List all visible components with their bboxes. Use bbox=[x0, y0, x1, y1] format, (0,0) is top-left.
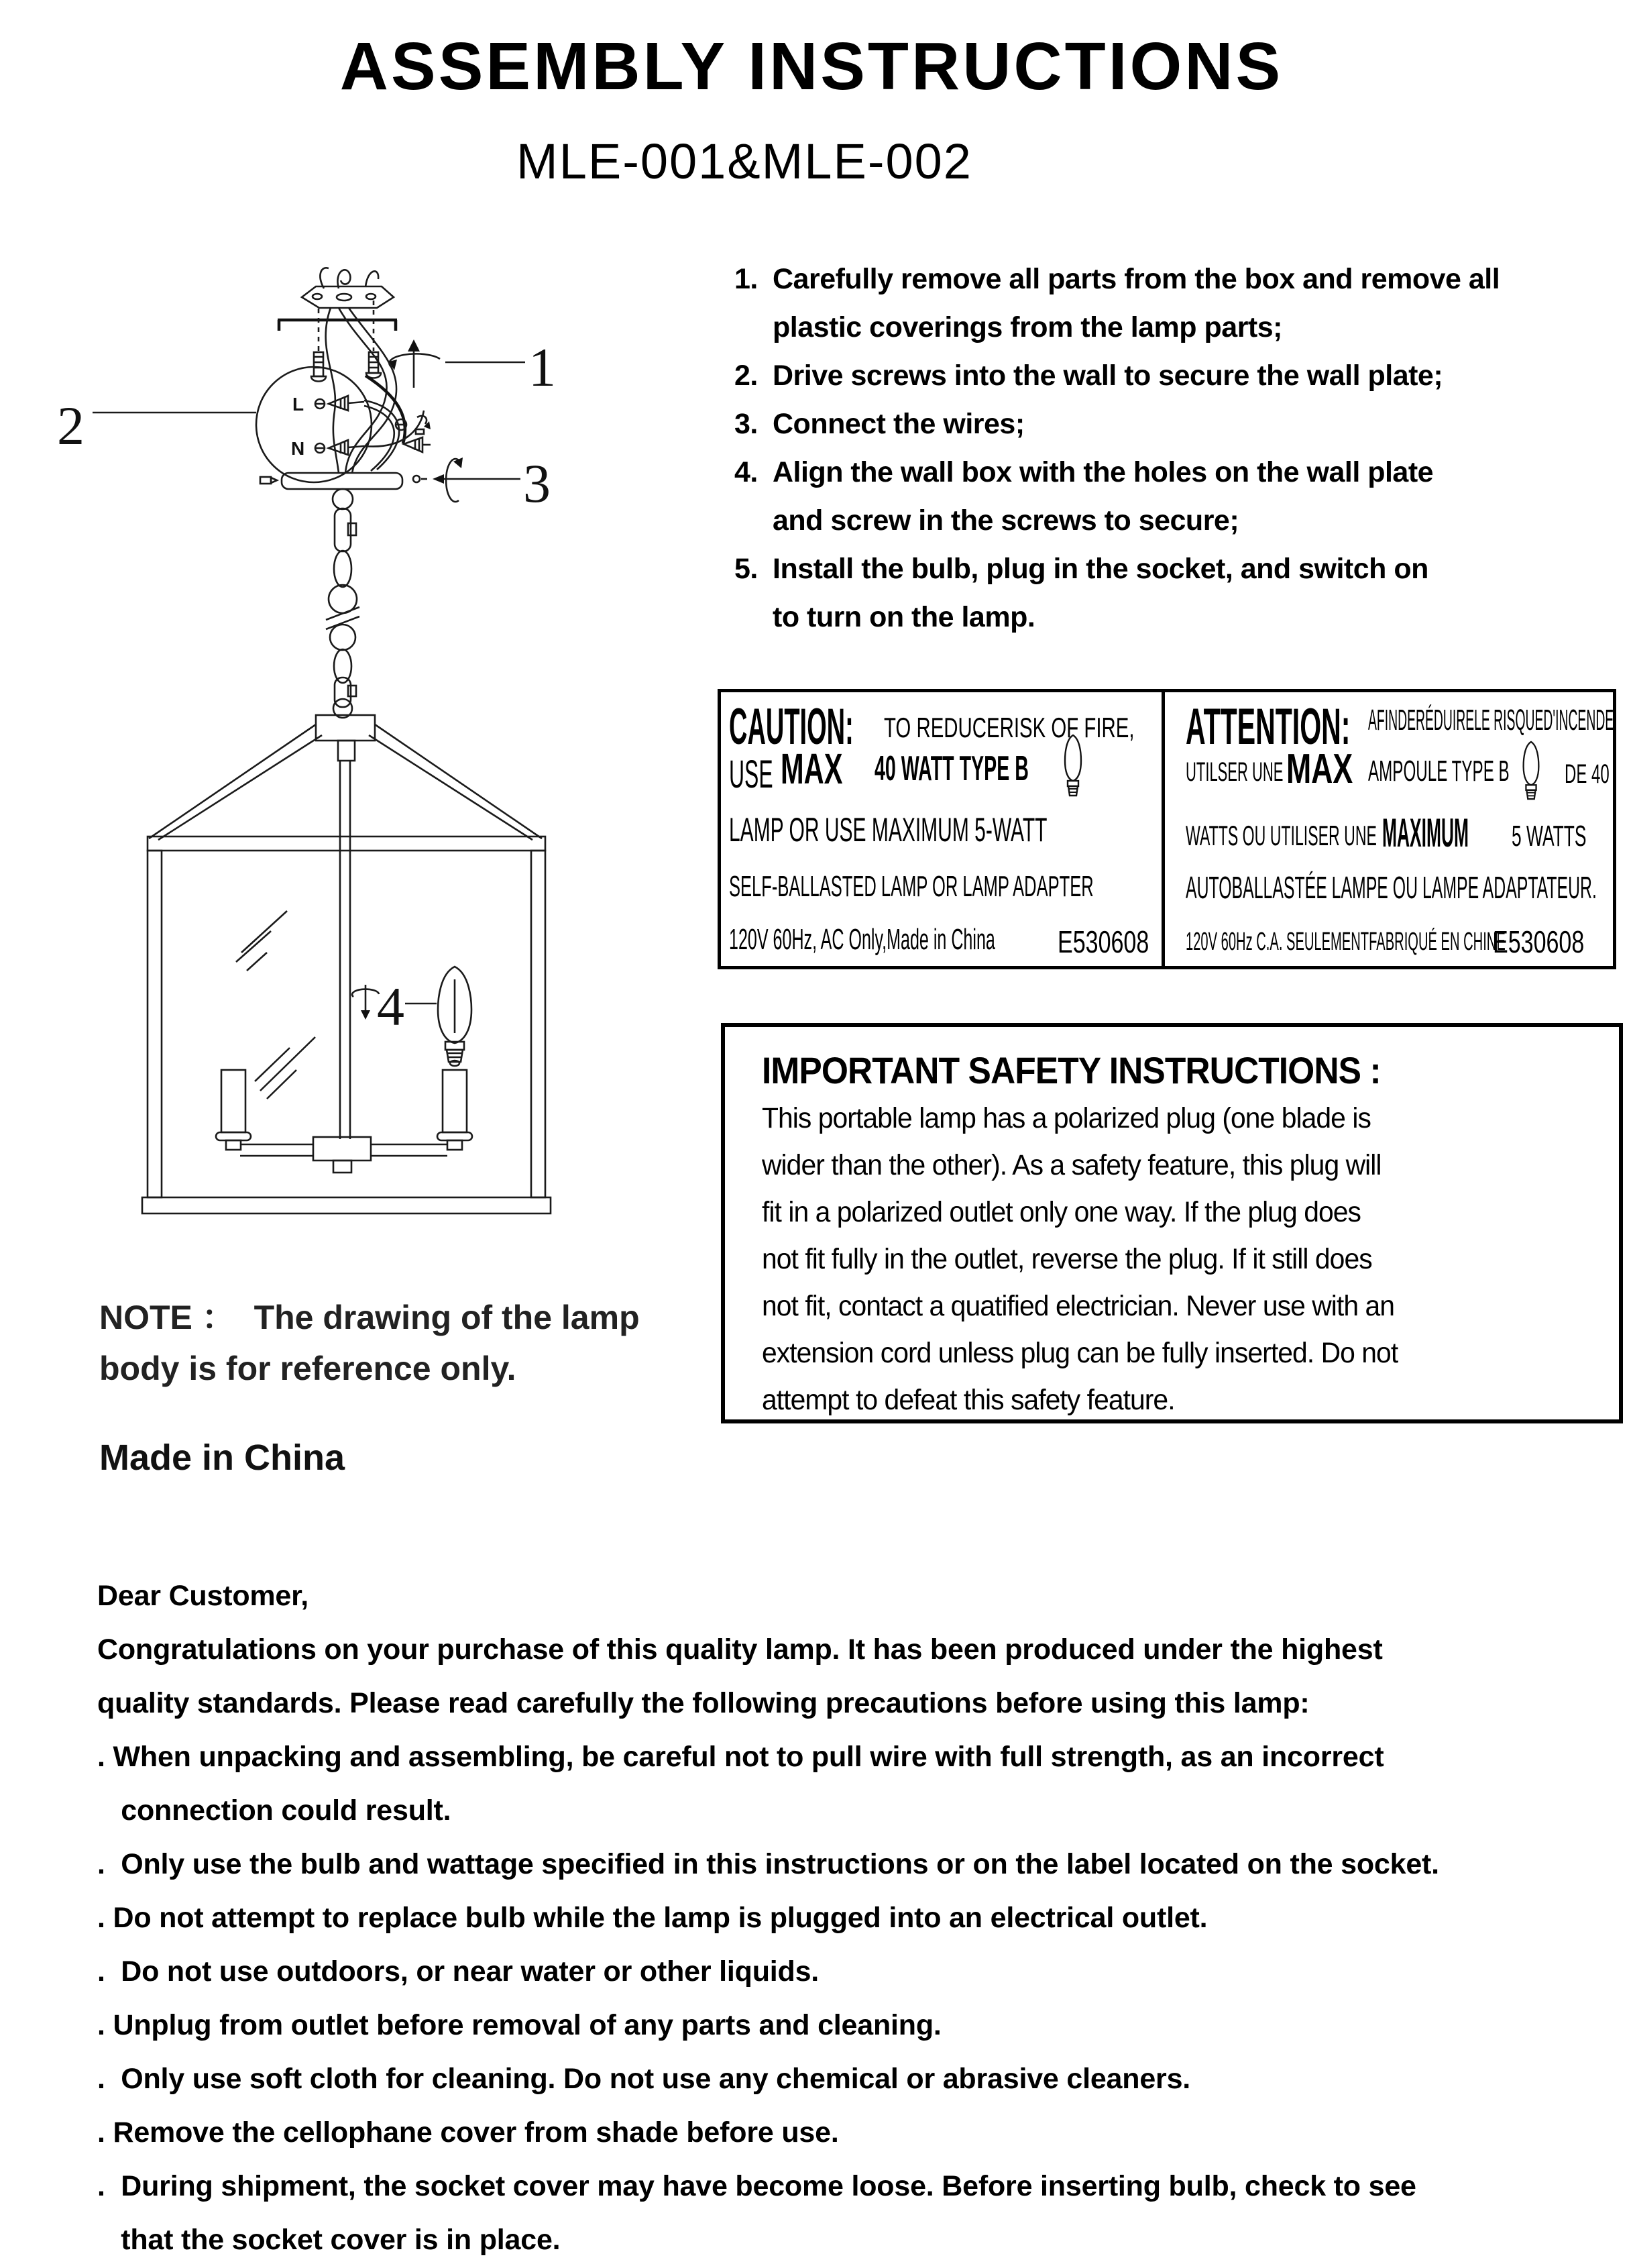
safety-line: extension cord unless plug can be fully inserted. Do not bbox=[762, 1337, 1398, 1369]
letter-line: connection could result. bbox=[97, 1794, 451, 1827]
safety-line: This portable lamp has a polarized plug (one blade is bbox=[762, 1102, 1371, 1134]
step-number: 1. bbox=[734, 263, 758, 295]
attention-maximum: MAXIMUM bbox=[1382, 810, 1469, 855]
note-text: The drawing of the lamp bbox=[254, 1299, 640, 1336]
step-text: Align the wall box with the holes on the wall plate bbox=[773, 456, 1434, 488]
step-number: 4. bbox=[734, 456, 758, 488]
lantern-frame bbox=[142, 715, 551, 1213]
caution-line1: TO REDUCERISK OF FIRE, bbox=[884, 712, 1135, 743]
neutral-wire-label: N bbox=[291, 438, 305, 459]
lamp-assembly-diagram bbox=[40, 255, 590, 1228]
step-line bbox=[734, 408, 1025, 441]
glass-pane-marks bbox=[236, 911, 315, 1099]
made-in-label: Made in China bbox=[99, 1438, 345, 1478]
caution-use: USE bbox=[729, 753, 773, 796]
safety-line: not fit fully in the outlet, reverse the plug. If it still does bbox=[762, 1243, 1372, 1275]
letter-line: . Only use soft cloth for cleaning. Do not use any chemical or abrasive cleaners. bbox=[97, 2063, 1191, 2095]
lantern-post-left bbox=[148, 851, 162, 1197]
rotate-canopy-icon bbox=[433, 457, 490, 502]
step-number: 5. bbox=[734, 553, 758, 585]
attention-line4: AUTOBALLASTÉE LAMPE OU LAMPE ADAPTATEUR. bbox=[1186, 870, 1597, 905]
safety-line: fit in a polarized outlet only one way. If the plug does bbox=[762, 1196, 1361, 1228]
caution-max: MAX bbox=[781, 745, 843, 793]
candelabra-bulb bbox=[438, 967, 471, 1066]
letter-line: . Unplug from outlet before removal of any parts and cleaning. bbox=[97, 2009, 942, 2041]
attention-watts: WATTS OU UTILISER UNE bbox=[1186, 820, 1377, 851]
attention-heading: ATTENTION: bbox=[1186, 698, 1351, 755]
letter-line: that the socket cover is in place. bbox=[97, 2224, 561, 2256]
wire-nut-live bbox=[329, 396, 364, 411]
step-line bbox=[734, 263, 1500, 296]
safety-line: not fit, contact a quatified electrician. Never use with an bbox=[762, 1290, 1395, 1322]
step-text: and screw in the screws to secure; bbox=[773, 504, 1239, 537]
attention-line5: 120V 60Hz C.A. SEULEMENTFABRIQUÉ EN CHINE bbox=[1186, 928, 1506, 956]
lantern-post-right bbox=[531, 851, 545, 1197]
rotate-bulb-icon bbox=[352, 985, 379, 1020]
candle-socket-right bbox=[437, 1070, 472, 1150]
safety-heading: IMPORTANT SAFETY INSTRUCTIONS : bbox=[762, 1049, 1381, 1091]
lantern-top-cap bbox=[316, 715, 375, 741]
note-line-2: body is for reference only. bbox=[99, 1350, 516, 1387]
step-line bbox=[734, 360, 1443, 392]
letter-line: Congratulations on your purchase of this quality lamp. It has been produced under the highest bbox=[97, 1633, 1383, 1666]
letter-line: Dear Customer, bbox=[97, 1580, 309, 1612]
letter-line: . During shipment, the socket cover may have become loose. Before inserting bulb, check to see bbox=[97, 2170, 1416, 2202]
caution-heading: CAUTION: bbox=[729, 698, 854, 755]
ceiling-mounting-plate bbox=[302, 286, 394, 308]
wire-nut-loose bbox=[404, 437, 431, 452]
step-text: to turn on the lamp. bbox=[773, 601, 1035, 633]
rotate-to-secure-icon bbox=[389, 339, 440, 388]
attention-ampoule: AMPOULE TYPE B bbox=[1368, 755, 1510, 788]
step-line bbox=[734, 311, 1282, 344]
letter-line: quality standards. Please read carefully the following precautions before using this lamp: bbox=[97, 1687, 1310, 1719]
step-number: 2. bbox=[734, 360, 758, 392]
letter-line: . Only use the bulb and wattage specified in this instructions or on the label located on the socket. bbox=[97, 1848, 1439, 1880]
socket-arm-hub bbox=[313, 1137, 371, 1160]
wire-ends bbox=[320, 268, 378, 288]
attention-5watts: 5 WATTS bbox=[1512, 820, 1587, 853]
attention-max: MAX bbox=[1286, 746, 1353, 792]
step-line bbox=[734, 601, 1035, 634]
safety-instructions-box bbox=[721, 1023, 1623, 1423]
model-number: MLE-001&MLE-002 bbox=[516, 133, 972, 189]
attention-use: UTILSER UNE bbox=[1186, 757, 1284, 787]
candle-socket-left bbox=[216, 1070, 251, 1150]
note-line-1 bbox=[99, 1291, 640, 1339]
attention-line1: AFINDERÉDUIRELE RISQUED'INCENDE, bbox=[1368, 704, 1618, 737]
caution-label-box bbox=[718, 689, 1616, 969]
page-title: ASSEMBLY INSTRUCTIONS bbox=[339, 29, 1284, 104]
step-text: Drive screws into the wall to secure the wall plate; bbox=[773, 360, 1443, 392]
callout-number-1: 1 bbox=[528, 337, 556, 398]
hanging-chain bbox=[326, 489, 359, 718]
caution-cert-number: E530608 bbox=[1058, 924, 1149, 959]
letter-line: . Remove the cellophane cover from shade before use. bbox=[97, 2116, 839, 2149]
step-line bbox=[734, 456, 1433, 489]
wall-mounting-bar bbox=[278, 320, 397, 331]
step-number: 3. bbox=[734, 408, 758, 440]
step-text: Carefully remove all parts from the box and remove all bbox=[773, 263, 1500, 295]
caution-line3: SELF-BALLASTED LAMP OR LAMP ADAPTER bbox=[729, 870, 1094, 903]
bulb-icon bbox=[1518, 741, 1544, 812]
bulb-icon bbox=[1060, 734, 1086, 809]
callout-number-2: 2 bbox=[57, 395, 85, 456]
step-text: Connect the wires; bbox=[773, 408, 1025, 440]
label-divider bbox=[1162, 692, 1165, 966]
canopy-screw-right bbox=[413, 476, 420, 482]
step-line bbox=[734, 504, 1239, 537]
caution-wattage: 40 WATT TYPE B bbox=[875, 749, 1029, 788]
lantern-collar bbox=[338, 741, 355, 761]
step-line bbox=[734, 553, 1428, 586]
letter-line: . Do not attempt to replace bulb while the lamp is plugged into an electrical outlet. bbox=[97, 1902, 1208, 1934]
callout-number-4: 4 bbox=[377, 976, 404, 1037]
plate-wire-hole bbox=[337, 294, 351, 301]
canopy-screw-left bbox=[260, 477, 271, 484]
safety-line: wider than the other). As a safety feature, this plug will bbox=[762, 1149, 1382, 1181]
plate-screw-hole bbox=[313, 294, 322, 299]
step-text: plastic coverings from the lamp parts; bbox=[773, 311, 1282, 343]
safety-line: attempt to defeat this safety feature. bbox=[762, 1384, 1175, 1416]
step-text: Install the bulb, plug in the socket, and switch on bbox=[773, 553, 1428, 585]
letter-line: . Do not use outdoors, or near water or other liquids. bbox=[97, 1955, 820, 1988]
note-label: NOTE ： bbox=[99, 1299, 235, 1336]
plate-screw-hole bbox=[366, 294, 376, 299]
callout-number-3: 3 bbox=[523, 453, 551, 514]
attention-de40: DE 40 bbox=[1565, 759, 1610, 789]
caution-line2: LAMP OR USE MAXIMUM 5-WATT bbox=[729, 811, 1048, 849]
attention-cert-number: E530608 bbox=[1493, 924, 1585, 959]
caution-line4: 120V 60Hz, AC Only,Made in China bbox=[729, 923, 995, 956]
letter-line: . When unpacking and assembling, be careful not to pull wire with full strength, as an incorrect bbox=[97, 1741, 1384, 1773]
live-wire-label: L bbox=[292, 394, 304, 415]
